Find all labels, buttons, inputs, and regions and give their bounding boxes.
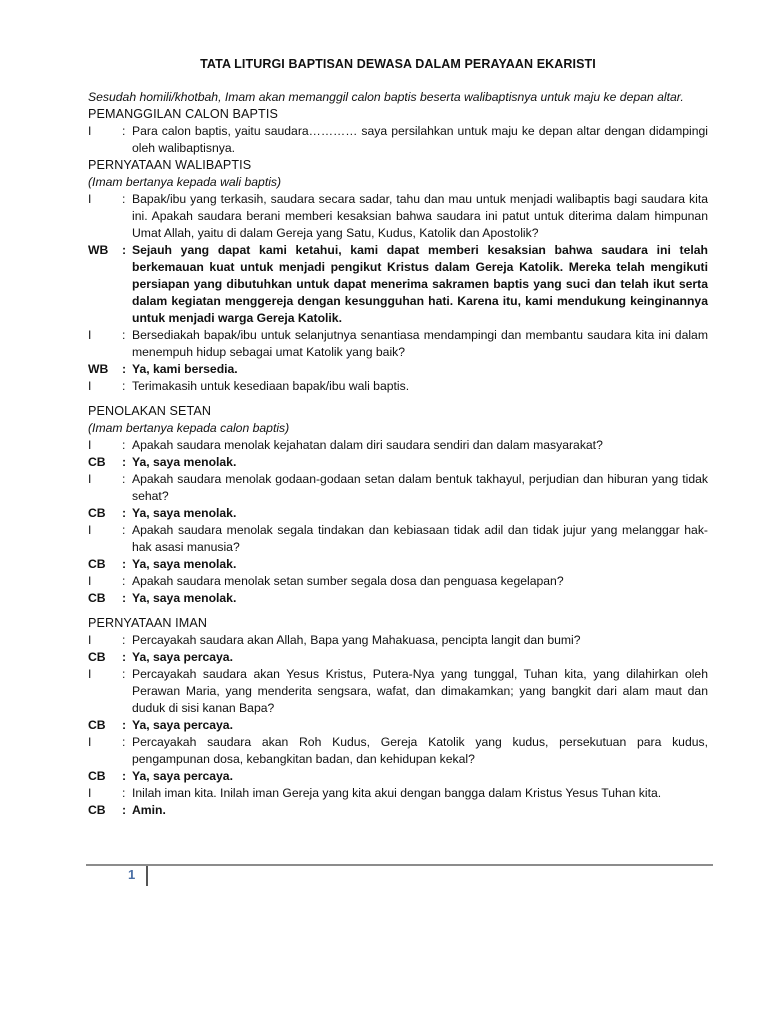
line-text: Ya, saya menolak. bbox=[132, 455, 237, 469]
speaker-label: CB bbox=[88, 803, 106, 817]
speaker-colon: : bbox=[122, 362, 127, 376]
speaker-colon: : bbox=[122, 574, 126, 588]
speaker-label: I bbox=[88, 574, 92, 588]
speaker-colon: : bbox=[122, 591, 127, 605]
speaker-colon: : bbox=[122, 523, 126, 537]
dialogue-line bbox=[88, 632, 708, 649]
speaker-colon: : bbox=[122, 667, 126, 681]
line-text: Percayakah saudara akan Allah, Bapa yang Mahakuasa, pencipta langit dan bumi? bbox=[132, 633, 581, 647]
line-text: Para calon baptis, yaitu saudara………… saya persilahkan untuk maju ke depan altar dengan didampingi oleh walibaptisnya. bbox=[132, 124, 708, 155]
speaker-label: WB bbox=[88, 362, 109, 376]
speaker-colon: : bbox=[122, 557, 127, 571]
line-text: Ya, saya menolak. bbox=[132, 557, 237, 571]
dialogue-line bbox=[88, 471, 708, 505]
speaker-colon: : bbox=[122, 769, 127, 783]
line-text: Ya, saya percaya. bbox=[132, 718, 233, 732]
speaker-label: I bbox=[88, 328, 92, 342]
dialogue-line bbox=[88, 191, 708, 242]
speaker-colon: : bbox=[122, 243, 127, 257]
dialogue-line bbox=[88, 768, 708, 785]
line-text: Ya, saya percaya. bbox=[132, 650, 233, 664]
speaker-label: I bbox=[88, 523, 92, 537]
line-text: Percayakah saudara akan Roh Kudus, Gereja Katolik yang kudus, persekutuan para kudus, pengampunan dosa, kebangkitan badan, dan kehidupan kekal? bbox=[132, 735, 708, 766]
line-text: Ya, saya menolak. bbox=[132, 591, 237, 605]
speaker-colon: : bbox=[122, 192, 126, 206]
document-body bbox=[88, 89, 708, 819]
section-note: (Imam bertanya kepada calon baptis) bbox=[88, 421, 290, 435]
section-heading: PERNYATAAN WALIBAPTIS bbox=[88, 158, 252, 172]
speaker-colon: : bbox=[122, 735, 126, 749]
speaker-label: CB bbox=[88, 769, 106, 783]
dialogue-line bbox=[88, 522, 708, 556]
speaker-label: CB bbox=[88, 557, 106, 571]
speaker-label: I bbox=[88, 735, 92, 749]
speaker-colon: : bbox=[122, 379, 126, 393]
dialogue-line bbox=[88, 242, 708, 327]
line-text: Ya, saya percaya. bbox=[132, 769, 233, 783]
dialogue-line bbox=[88, 454, 708, 471]
line-text: Apakah saudara menolak segala tindakan dan kebiasaan tidak adil dan tidak jujur yang melanggar hak-hak asasi manusia? bbox=[132, 523, 708, 554]
dialogue-line bbox=[88, 378, 708, 395]
line-text: Apakah saudara menolak setan sumber segala dosa dan penguasa kegelapan? bbox=[132, 574, 564, 588]
line-text: Ya, saya menolak. bbox=[132, 506, 237, 520]
line-text: Terimakasih untuk kesediaan bapak/ibu wali baptis. bbox=[132, 379, 410, 393]
speaker-colon: : bbox=[122, 786, 126, 800]
line-text: Apakah saudara menolak godaan-godaan setan dalam bentuk takhayul, perjudian dan hiburan yang tidak sehat? bbox=[132, 472, 708, 503]
speaker-colon: : bbox=[122, 633, 126, 647]
speaker-label: CB bbox=[88, 650, 106, 664]
section-heading: PENOLAKAN SETAN bbox=[88, 404, 212, 418]
speaker-label: CB bbox=[88, 455, 106, 469]
line-text: Sejauh yang dapat kami ketahui, kami dapat memberi kesaksian bahwa saudara ini telah berkemauan kuat untuk menjadi pengikut Kristus dalam Gereja Katolik. Mereka telah mengikuti persiapan yang dibutuhkan untuk dapat menerima sakramen baptis yang suci dan telah ikut serta dalam kegiatan menggereja dengan kesungguhan hati. Karena itu, kami mendukung keinginannya untuk menjadi warga Gereja Katolik. bbox=[132, 243, 708, 325]
dialogue-line bbox=[88, 505, 708, 522]
section-heading: PERNYATAAN IMAN bbox=[88, 616, 208, 630]
document-title: TATA LITURGI BAPTISAN DEWASA DALAM PERAYAAN EKARISTI bbox=[200, 57, 596, 71]
speaker-label: I bbox=[88, 472, 92, 486]
dialogue-line bbox=[88, 327, 708, 361]
dialogue-line bbox=[88, 437, 708, 454]
speaker-label: I bbox=[88, 786, 92, 800]
line-text: Amin. bbox=[132, 803, 166, 817]
speaker-label: CB bbox=[88, 591, 106, 605]
dialogue-line bbox=[88, 666, 708, 717]
dialogue-line bbox=[88, 717, 708, 734]
line-text: Bapak/ibu yang terkasih, saudara secara sadar, tahu dan mau untuk menjadi walibaptis bagi saudara kita ini. Apakah saudara berani memberi kesaksian bahwa saudara ini patut untuk diterima dalam himpunan Umat Allah, yaitu di dalam Gereja yang Satu, Kudus, Katolik dan Apostolik? bbox=[132, 192, 708, 240]
speaker-colon: : bbox=[122, 718, 127, 732]
speaker-colon: : bbox=[122, 124, 126, 138]
speaker-label: I bbox=[88, 379, 92, 393]
section-note: (Imam bertanya kepada wali baptis) bbox=[88, 175, 282, 189]
speaker-label: CB bbox=[88, 718, 106, 732]
line-text: Inilah iman kita. Inilah iman Gereja yang kita akui dengan bangga dalam Kristus Yesus Tuhan kita. bbox=[132, 786, 662, 800]
speaker-colon: : bbox=[122, 506, 127, 520]
line-text: Percayakah saudara akan Yesus Kristus, Putera-Nya yang tunggal, Tuhan kita, yang dilahirkan oleh Perawan Maria, yang menderita sengsara, wafat, dan dimakamkan; yang bangkit dari alam maut dan duduk di sisi kanan Bapa? bbox=[132, 667, 708, 715]
speaker-colon: : bbox=[122, 455, 127, 469]
speaker-colon: : bbox=[122, 438, 126, 452]
dialogue-line bbox=[88, 361, 708, 378]
dialogue-line bbox=[88, 573, 708, 590]
dialogue-line bbox=[88, 802, 708, 819]
dialogue-line bbox=[88, 734, 708, 768]
page-number-divider bbox=[146, 866, 148, 886]
speaker-label: I bbox=[88, 633, 92, 647]
intro-paragraph: Sesudah homili/khotbah, Imam akan memanggil calon baptis beserta walibaptisnya untuk maju ke depan altar. bbox=[88, 90, 684, 104]
speaker-label: CB bbox=[88, 506, 106, 520]
section-heading: PEMANGGILAN CALON BAPTIS bbox=[88, 107, 278, 121]
speaker-label: I bbox=[88, 192, 92, 206]
dialogue-line bbox=[88, 123, 708, 157]
speaker-colon: : bbox=[122, 803, 127, 817]
speaker-colon: : bbox=[122, 650, 127, 664]
speaker-label: I bbox=[88, 438, 92, 452]
speaker-label: I bbox=[88, 124, 92, 138]
page-number: 1 bbox=[128, 867, 136, 882]
footer-divider bbox=[86, 864, 713, 866]
speaker-colon: : bbox=[122, 472, 126, 486]
dialogue-line bbox=[88, 590, 708, 607]
line-text: Bersediakah bapak/ibu untuk selanjutnya senantiasa mendampingi dan membantu saudara kita ini dalam menempuh hidup sebagai umat Katolik yang baik? bbox=[132, 328, 708, 359]
line-text: Ya, kami bersedia. bbox=[132, 362, 238, 376]
speaker-label: I bbox=[88, 667, 92, 681]
line-text: Apakah saudara menolak kejahatan dalam diri saudara sendiri dan dalam masyarakat? bbox=[132, 438, 603, 452]
dialogue-line bbox=[88, 556, 708, 573]
speaker-colon: : bbox=[122, 328, 126, 342]
speaker-label: WB bbox=[88, 243, 109, 257]
dialogue-line bbox=[88, 785, 708, 802]
dialogue-line bbox=[88, 649, 708, 666]
